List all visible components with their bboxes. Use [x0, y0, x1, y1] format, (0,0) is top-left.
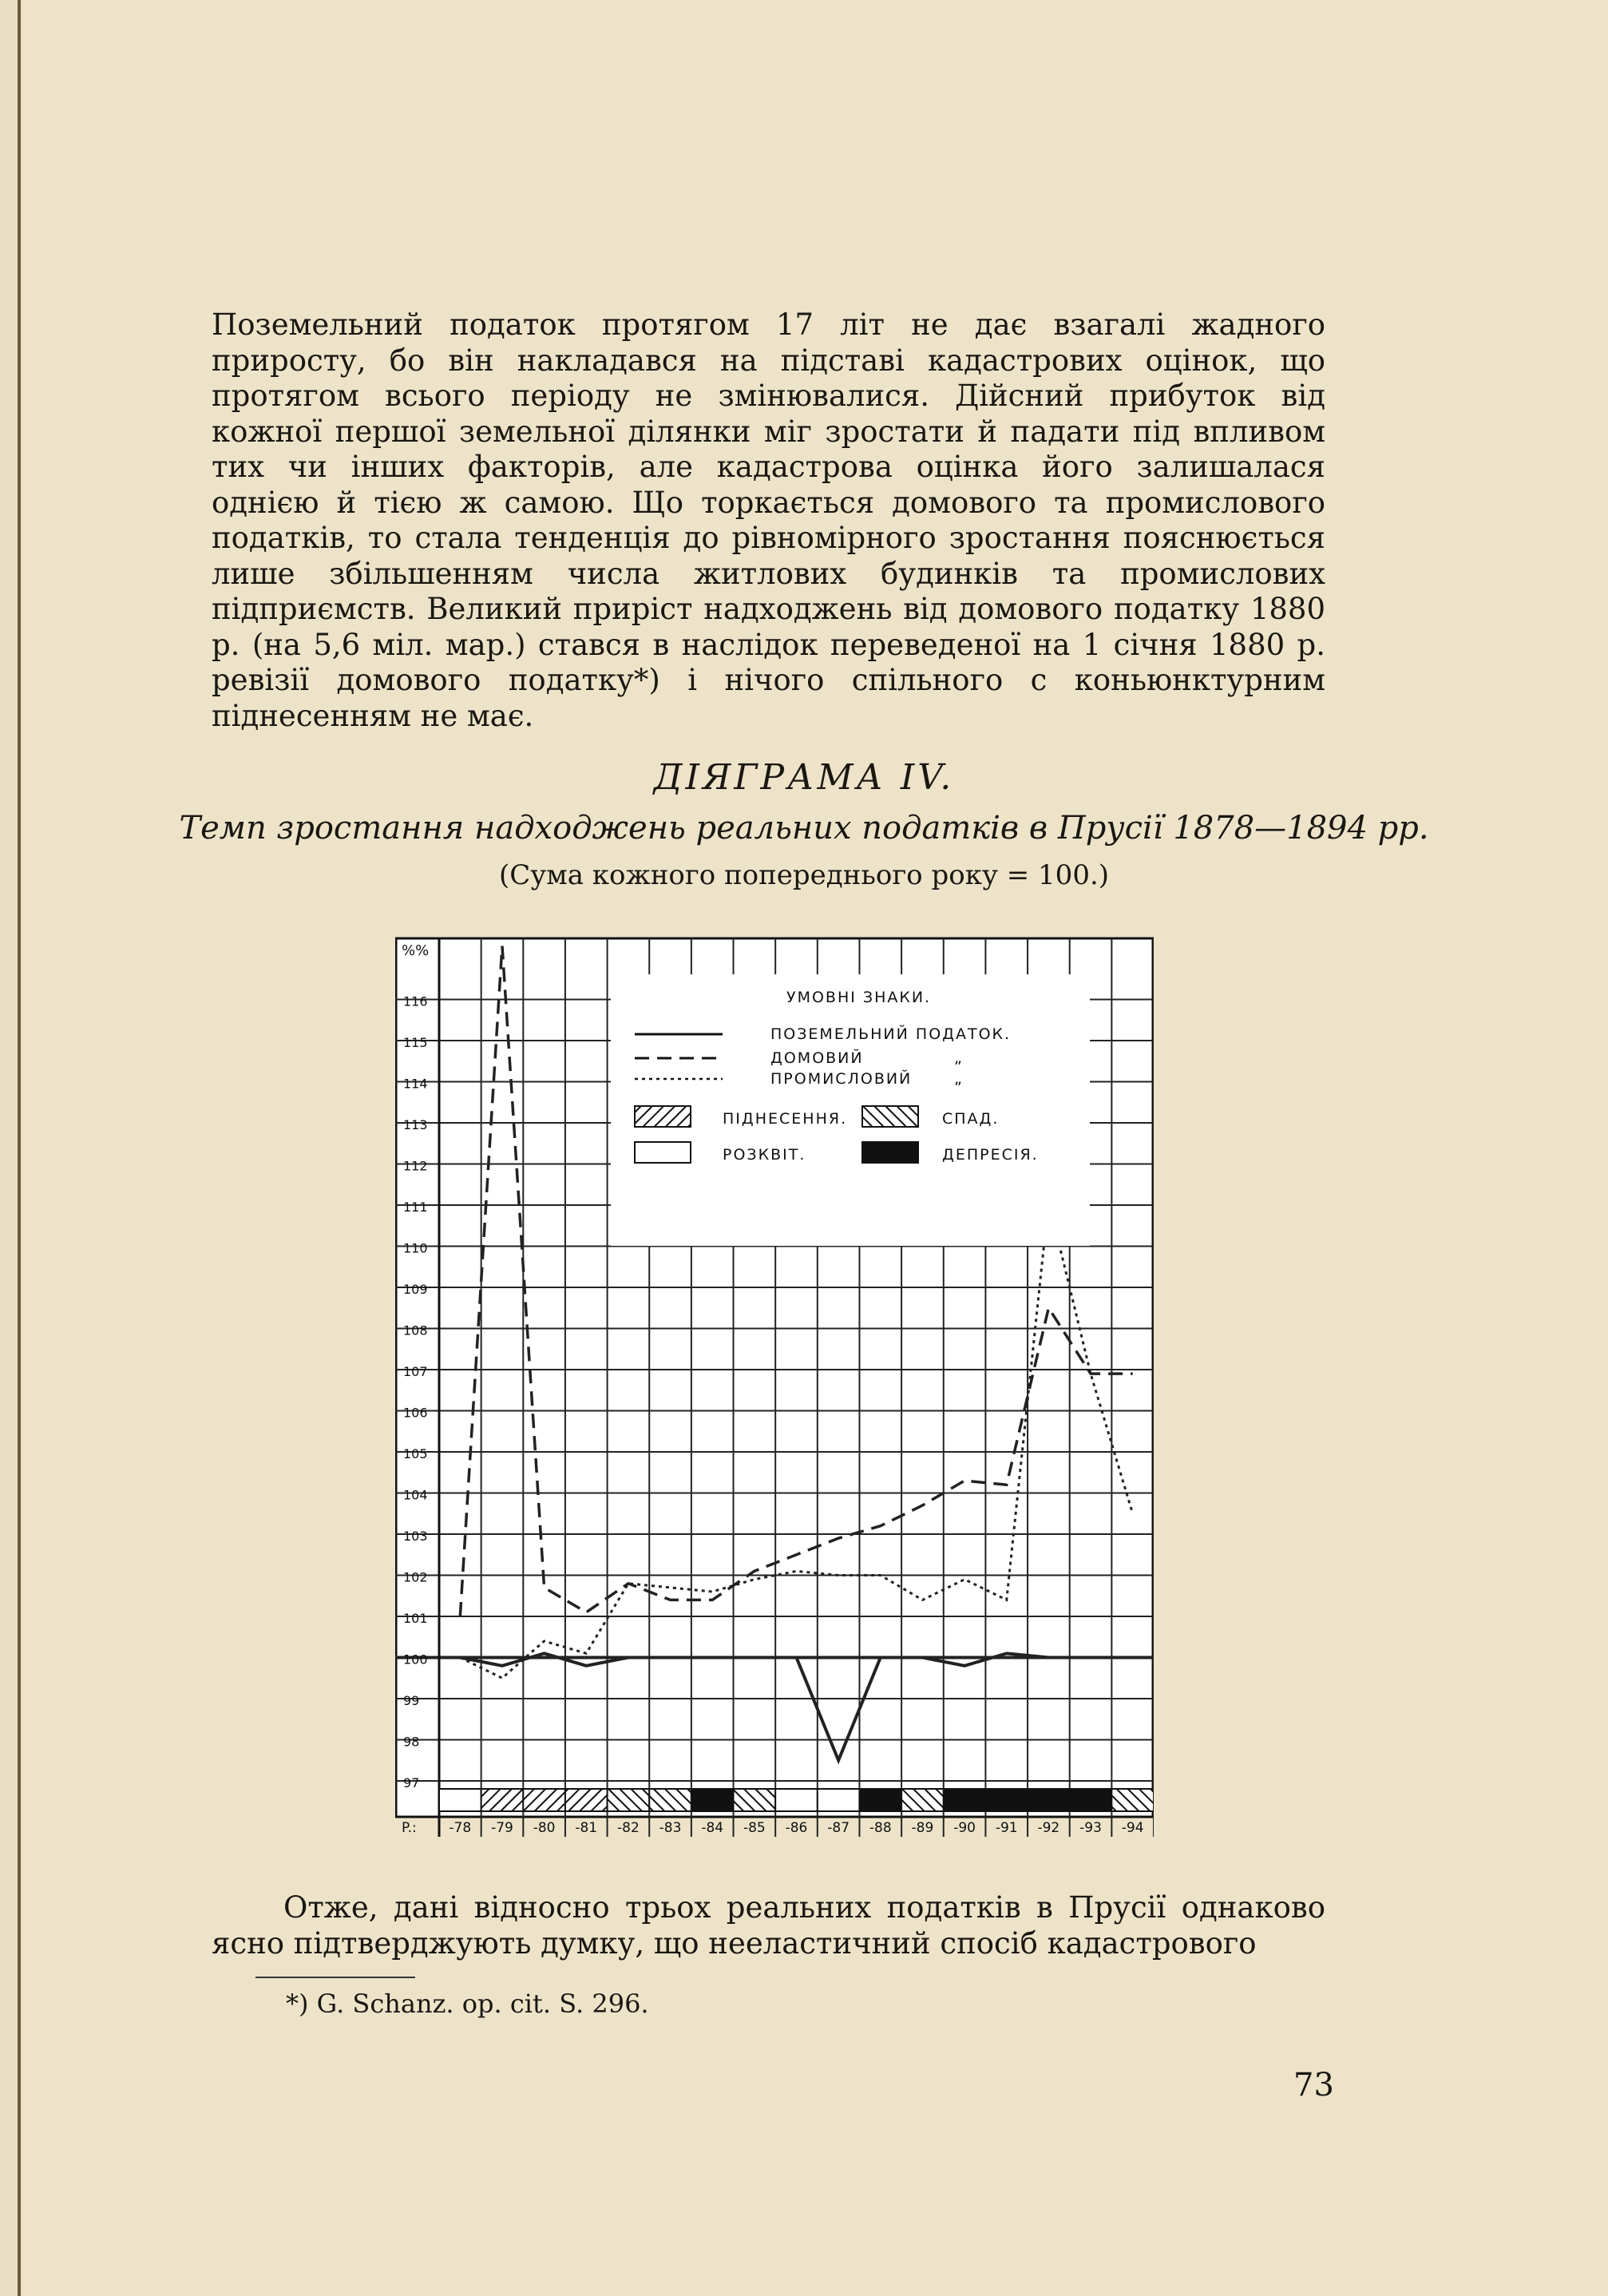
legend-rise: ПІДНЕСЕННЯ. — [723, 1110, 848, 1128]
y-tick-label: 111 — [403, 1200, 428, 1215]
paragraph-1: Поземельний податок протягом 17 літ не дає взагалі жадного приросту, бо він накладався на підставі кадастрових оцінок, що протягом всього періоду не змінювалися. Дійсний прибуток від кожної першої земельної ділянки міг зростати й падати під впливом тих чи інших факторів, але кадастрова оцінка його залишалася однією й тією ж самою. Що торкається домового та промислового податків, то стала тенденція до рівномірного зростання пояснюється лише збільшенням числа житлових будинків та промислових підприємств. Великий приріст надходжень від домового податку 1880 р. (на 5,6 міл. мар.) стався в наслідок переведеної на 1 січня 1880 р. ревізії домового податку*) і нічого спільного с коньюнктурним піднесенням не має. — [212, 307, 1325, 733]
x-tick-label: -85 — [743, 1820, 766, 1836]
phase-cell — [649, 1789, 691, 1811]
diagram-subtitle: Темп зростання надходжень реальних податків в Прусії 1878—1894 рр. — [179, 810, 1429, 847]
x-tick-label: -80 — [533, 1820, 556, 1836]
x-tick-label: -84 — [701, 1820, 724, 1836]
x-tick-label: -86 — [785, 1820, 808, 1836]
x-tick-label: -94 — [1121, 1820, 1144, 1836]
legend-ditto-1: „ — [954, 1049, 964, 1067]
legend-rise-swatch — [635, 1106, 691, 1127]
y-tick-label: 113 — [403, 1117, 428, 1132]
legend-ditto-2: „ — [954, 1070, 964, 1088]
y-tick-label: 103 — [403, 1529, 428, 1544]
phase-cell — [818, 1789, 860, 1811]
phase-cell — [1111, 1789, 1154, 1811]
phase-cell — [944, 1789, 986, 1811]
footnote: *) G. Schanz. op. cit. S. 296. — [286, 1989, 649, 2019]
phase-cell — [1070, 1789, 1112, 1811]
legend-boom: РОЗКВІТ. — [723, 1146, 806, 1164]
y-tick-label: 112 — [403, 1158, 428, 1174]
phase-cell — [523, 1789, 565, 1811]
y-tick-label: 107 — [403, 1364, 428, 1379]
chart-legend — [611, 974, 1090, 1246]
y-tick-label: 116 — [403, 993, 428, 1009]
x-tick-label: -89 — [911, 1820, 934, 1836]
phase-cell — [439, 1789, 481, 1811]
y-axis-unit: %% — [402, 942, 430, 959]
phase-cell — [775, 1789, 818, 1811]
phase-cell — [1028, 1789, 1070, 1811]
phase-cell — [608, 1789, 650, 1811]
legend-boom-swatch — [635, 1142, 691, 1163]
footnote-rule — [255, 1977, 415, 1978]
paragraph-2: Отже, дані відносно трьох реальних податків в Прусії однаково ясно підтверджують думку, що нееластичний спосіб кадастрового — [212, 1890, 1325, 1961]
legend-depression: ДЕПРЕСІЯ. — [942, 1146, 1039, 1164]
y-tick-label: 101 — [403, 1611, 428, 1626]
chart — [395, 910, 1154, 1869]
x-tick-label: -83 — [659, 1820, 682, 1836]
x-tick-label: -87 — [827, 1820, 850, 1836]
y-tick-label: 114 — [403, 1076, 428, 1092]
legend-heading: УМОВНІ ЗНАКИ. — [786, 989, 932, 1006]
x-axis-labels — [402, 1820, 1144, 1836]
y-tick-label: 100 — [403, 1652, 428, 1667]
phase-bar — [439, 1789, 1154, 1811]
y-tick-label: 102 — [403, 1569, 428, 1585]
y-tick-label: 110 — [403, 1240, 428, 1256]
diagram-note: (Сума кожного попереднього року = 100.) — [498, 859, 1110, 891]
y-tick-label: 98 — [403, 1734, 420, 1750]
x-tick-label: -82 — [617, 1820, 640, 1836]
x-tick-label: -81 — [575, 1820, 598, 1836]
phase-cell — [481, 1789, 524, 1811]
phase-cell — [901, 1789, 944, 1811]
legend-house: ДОМОВИЙ — [770, 1049, 864, 1067]
y-tick-label: 99 — [403, 1693, 420, 1708]
y-tick-label: 108 — [403, 1322, 428, 1338]
x-tick-label: -93 — [1079, 1820, 1102, 1836]
phase-cell — [985, 1789, 1028, 1811]
y-tick-label: 104 — [403, 1487, 428, 1503]
phase-cell — [565, 1789, 608, 1811]
phase-cell — [691, 1789, 734, 1811]
page-number: 73 — [1293, 2067, 1334, 2104]
x-tick-label: -88 — [869, 1820, 892, 1836]
legend-industry: ПРОМИСЛОВИЙ — [770, 1070, 913, 1088]
x-tick-label: -78 — [449, 1820, 472, 1836]
y-tick-label: 115 — [403, 1035, 428, 1050]
y-tick-label: 109 — [403, 1282, 428, 1297]
legend-decline-swatch — [862, 1106, 918, 1127]
x-tick-label: -92 — [1037, 1820, 1060, 1836]
phase-cell — [734, 1789, 776, 1811]
y-tick-label: 97 — [403, 1775, 420, 1790]
x-prefix: P.: — [402, 1820, 417, 1836]
x-tick-label: -91 — [995, 1820, 1018, 1836]
x-tick-label: -90 — [953, 1820, 976, 1836]
legend-decline: СПАД. — [942, 1110, 1000, 1128]
phase-cell — [859, 1789, 901, 1811]
y-tick-label: 106 — [403, 1405, 428, 1421]
legend-land: ПОЗЕМЕЛЬНИЙ ПОДАТОК. — [770, 1025, 1012, 1043]
y-tick-label: 105 — [403, 1446, 428, 1461]
x-tick-label: -79 — [491, 1820, 513, 1836]
legend-depression-swatch — [862, 1142, 918, 1163]
diagram-title: ДІЯГРАМА IV. — [653, 757, 955, 798]
